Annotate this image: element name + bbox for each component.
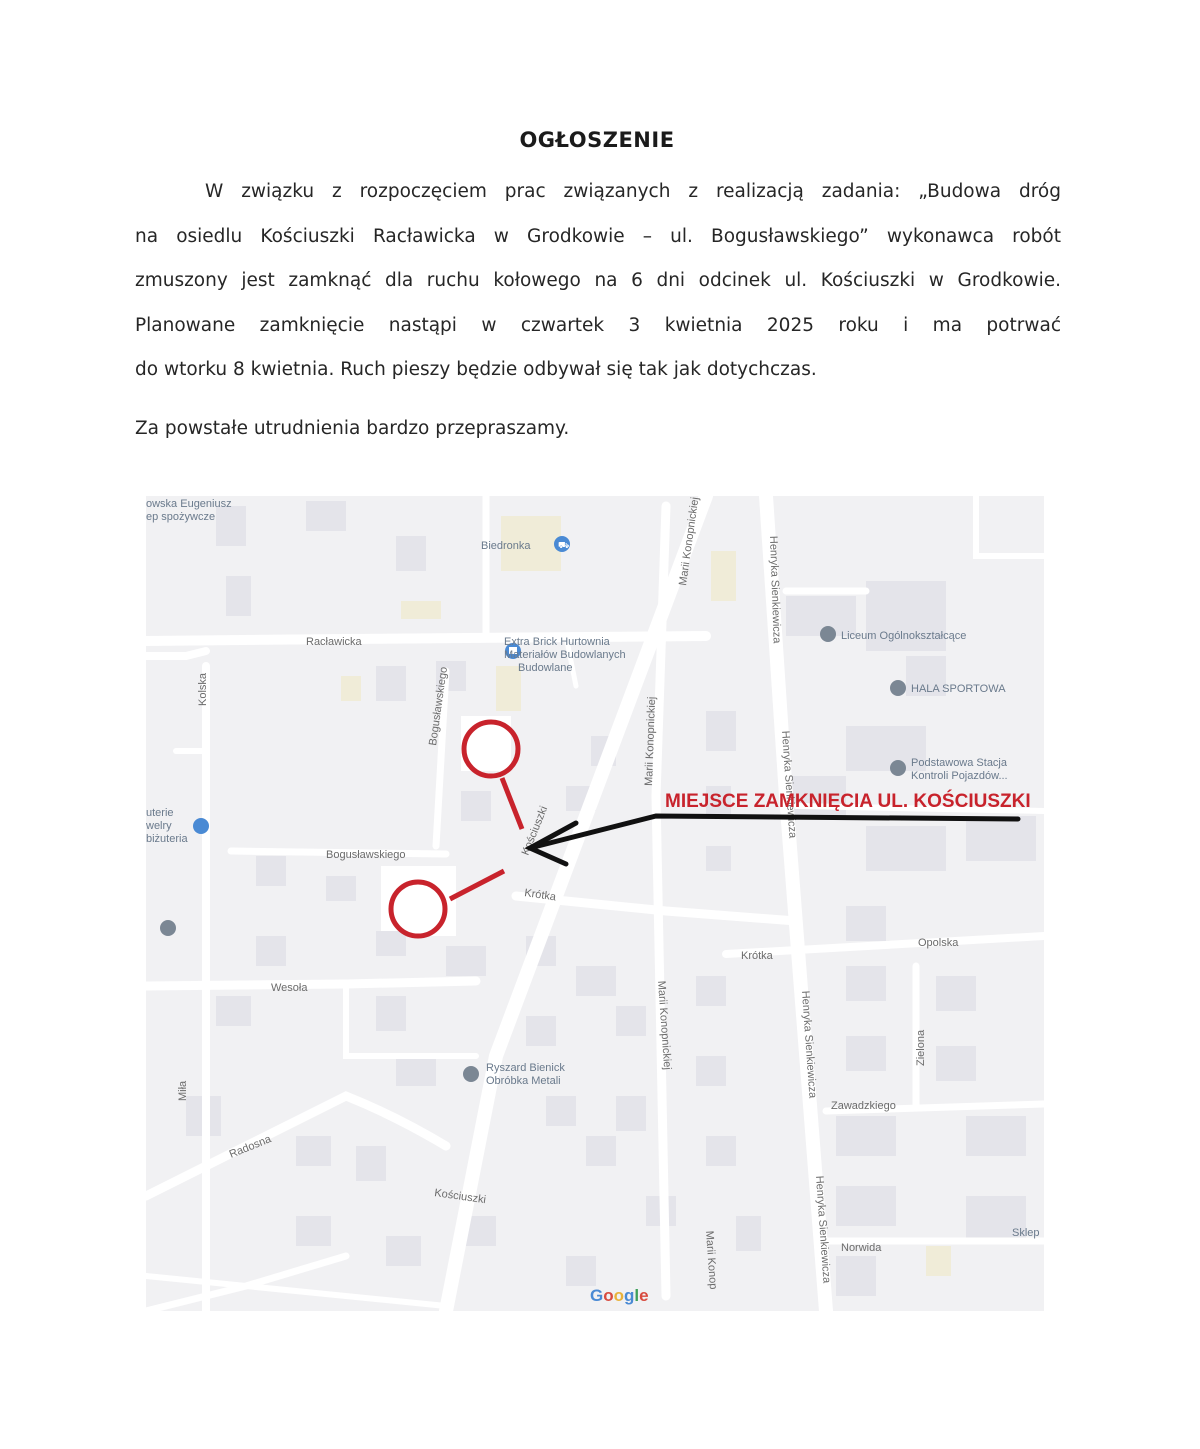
street-label-konopnickiej-top: Marii Konopnickiej [677, 496, 702, 587]
street-label-raclawicka: Racławicka [306, 636, 362, 648]
notice-line-3: zmuszony jest zamknąć dla ruchu kołowego na 6 dni odcinek ul. Kościuszki w Grodkowie. [135, 270, 1061, 291]
poi-jewelry-line2: welry [146, 820, 172, 832]
closure-map [146, 496, 1044, 1311]
notice-paragraph [135, 170, 1061, 393]
street-label-krotka-right: Krótka [741, 950, 773, 962]
cart-glyph: ⛟ [558, 541, 570, 551]
poi-sklep: Sklep [1012, 1227, 1040, 1239]
street-label-sienkiewicza-low: Henryka Sienkiewicza [799, 990, 819, 1099]
poi-biedronka: Biedronka [481, 540, 531, 552]
closure-callout-label: MIEJSCE ZAMKNIĘCIA UL. KOŚCIUSZKI [665, 791, 1031, 812]
page-title: OGŁOSZENIE [519, 128, 675, 152]
jewelry-shop-icon [193, 818, 209, 834]
street-label-zielona: Zielona [915, 1029, 927, 1066]
poi-stacja-line1: Podstawowa Stacja [911, 757, 1007, 769]
street-label-boguslawskiego: Bogusławskiego [326, 849, 406, 861]
street-label-zawadzkiego: Zawadzkiego [831, 1100, 896, 1112]
street-label-norwida: Norwida [841, 1242, 882, 1254]
sports-hall-icon [890, 680, 906, 696]
street-label-mila: Miła [177, 1080, 189, 1101]
street-label-konopnickiej-mid: Marii Konopnickiej [643, 696, 659, 787]
landmark-icon [160, 920, 176, 936]
poi-extra-line2: Materiałów Budowlanych [504, 649, 626, 661]
poi-jewelry-line3: biżuteria [146, 833, 188, 845]
notice-line-5: do wtorku 8 kwietnia. Ruch pieszy będzie odbywał się tak jak dotychczas. [135, 359, 817, 380]
street-label-kolska: Kolska [197, 672, 209, 706]
notice-line-1: W związku z rozpoczęciem prac związanych z realizacją zadania: „Budowa dróg [205, 181, 1061, 202]
poi-stacja-line2: Kontroli Pojazdów... [911, 770, 1008, 782]
notice-line-4: Planowane zamknięcie nastąpi w czwartek 3 kwietnia 2025 roku i ma potrwać [135, 314, 1061, 336]
school-icon [820, 626, 836, 642]
poi-extra-line1: Extra Brick Hurtownia [504, 636, 610, 648]
closure-pointer-north [502, 778, 522, 829]
street-label-kosciuszki-top: Kościuszki [519, 804, 551, 858]
notice-line-2: na osiedlu Kościuszki Racławicka w Grodkowie – ul. Bogusławskiego” wykonawca robót [135, 225, 1061, 247]
street-label-sienkiewicza-mid: Henryka Sienkiewicza [779, 730, 799, 839]
street-label-radosna: Radosna [227, 1133, 273, 1161]
svg-text:Google: Google [590, 1286, 649, 1305]
street-label-krotka-left: Krótka [523, 887, 557, 904]
poi-hala-sportowa: HALA SPORTOWA [911, 683, 1006, 695]
street-label-konopnickiej-low: Marii Konopnickiej [655, 980, 674, 1071]
location-pin-icon [890, 760, 906, 776]
street-label-sienkiewicza-top: Henryka Sienkiewicza [767, 535, 783, 644]
buildings [186, 501, 1036, 1296]
street-label-opolska: Opolska [918, 937, 959, 949]
poi-ryszard-line1: Ryszard Bienick [486, 1062, 565, 1074]
street-label-wesola: Wesoła [271, 982, 308, 994]
poi-ryszard-line2: Obróbka Metali [486, 1075, 561, 1087]
street-label-konopnickiej-bottom: Marii Konop [703, 1230, 720, 1290]
street-label-sienkiewicza-bottom: Henryka Sienkiewicza [813, 1175, 833, 1284]
poi-jewelry-line1: uterie [146, 807, 174, 819]
poi-eugeniusz-line1: owska Eugeniusz [146, 498, 232, 510]
google-logo [590, 1286, 649, 1305]
closure-pointer-south [450, 871, 504, 899]
workshop-pin-icon [463, 1066, 479, 1082]
street-label-boguslawskiego-vertical: Bogusławskiego [427, 666, 451, 747]
street-label-kosciuszki-bottom: Kościuszki [433, 1187, 487, 1207]
poi-liceum: Liceum Ogólnokształcące [841, 630, 967, 642]
apology-text: Za powstałe utrudnienia bardzo przepraszamy. [135, 418, 570, 439]
poi-eugeniusz-line2: ep spożywcze [146, 511, 216, 523]
poi-extra-line3: Budowlane [518, 662, 573, 674]
